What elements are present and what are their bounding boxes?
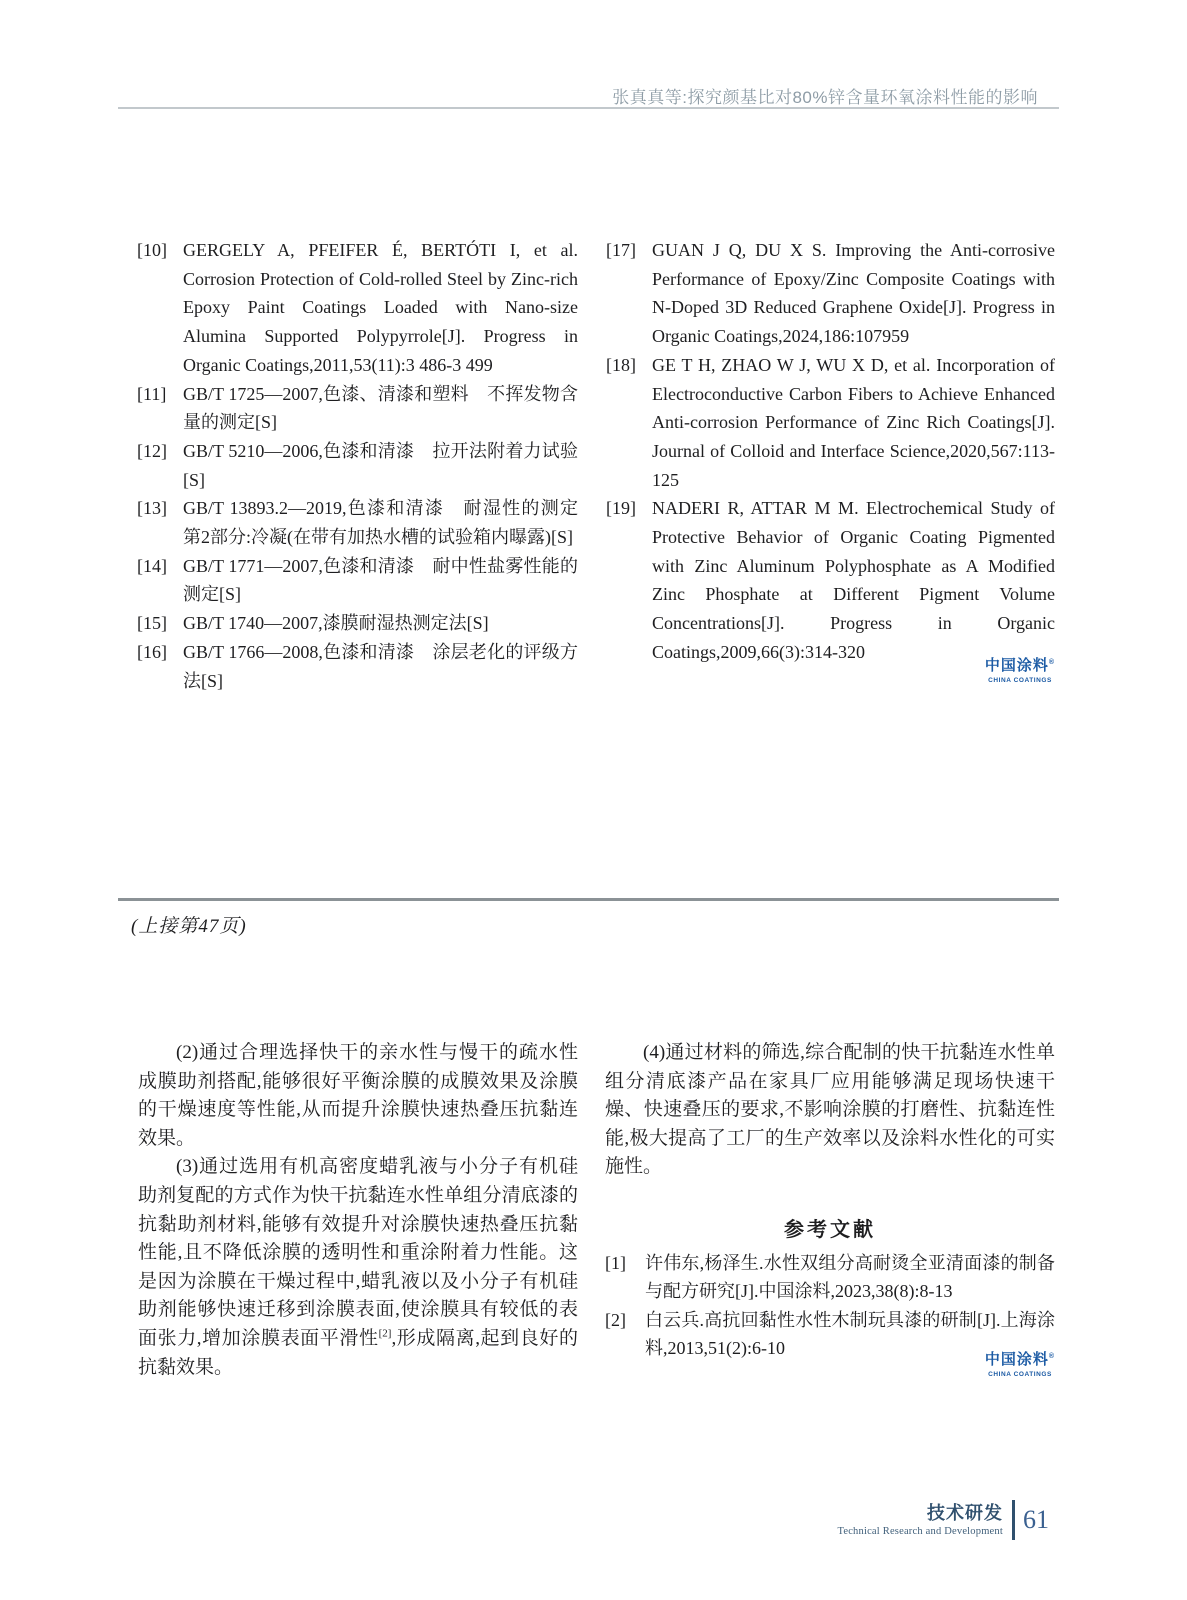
references-column-right	[606, 236, 1055, 667]
reference-text: 许伟东,杨泽生.水性双组分高耐烫全亚清面漆的制备与配方研究[J].中国涂料,2023,38(8):8-13	[645, 1252, 1055, 1302]
body-column-right	[605, 1039, 1055, 1182]
references-heading: 参考文献	[784, 1219, 876, 1241]
footer-section-label	[837, 1503, 1003, 1537]
reference-item	[606, 236, 1055, 351]
reference-item	[137, 380, 578, 437]
logo-cn-text	[984, 1352, 1056, 1369]
continuation-note: (上接第47页)	[131, 916, 247, 937]
paragraph-4: (4)通过材料的筛选,综合配制的快干抗黏连水性单组分清底漆产品在家具厂应用能够满足现场快速干燥、快速叠压的要求,不影响涂膜的打磨性、抗黏连性能,极大提高了工厂的生产效率以及涂料水性化的可实施性。	[605, 1042, 1055, 1178]
china-coatings-logo	[984, 658, 1056, 684]
logo-cn-label: 中国涂料	[984, 1351, 1049, 1368]
page-footer	[837, 1500, 1049, 1540]
reference-text: GE T H, ZHAO W J, WU X D, et al. Incorporation of Electroconductive Carbon Fibers to Achieve Enhanced Anti-corrosion Performance of Zinc Rich Coatings[J]. Journal of Colloid and Interface Science,2020,567:113-125	[652, 354, 1055, 490]
reference-item	[606, 351, 1055, 495]
logo-cn-label: 中国涂料	[984, 657, 1049, 674]
reference-number: [13]	[137, 498, 167, 519]
reference-item	[137, 609, 578, 638]
registered-mark-icon: ®	[1048, 1353, 1056, 1360]
section-divider	[118, 898, 1059, 901]
logo-en-text: CHINA COATINGS	[988, 1370, 1052, 1378]
paragraph-3-text: (3)通过选用有机高密度蜡乳液与小分子有机硅助剂复配的方式作为快干抗黏连水性单组分清底漆的抗黏助剂材料,能够有效提升对涂膜快速热叠压抗黏性能,且不降低涂膜的透明性和重涂附着力性能。这是因为涂膜在干燥过程中,蜡乳液以及小分子有机硅助剂能够快速迁移到涂膜表面,使涂膜具有较低的表面张力,增加涂膜表面平滑性	[138, 1156, 578, 1349]
reference-item	[606, 494, 1055, 666]
reference-text: GB/T 5210—2006,色漆和清漆 拉开法附着力试验[S]	[183, 440, 578, 490]
logo-cn-text	[984, 658, 1056, 675]
running-title: 张真真等:探究颜基比对80%锌含量环氧涂料性能的影响	[612, 88, 1038, 107]
footer-section-cn: 技术研发	[927, 1503, 1003, 1524]
reference-item	[137, 236, 578, 380]
reference-item	[137, 552, 578, 609]
logo-en-text: CHINA COATINGS	[988, 676, 1052, 684]
reference-number: [18]	[606, 354, 636, 375]
reference-text: GB/T 13893.2—2019,色漆和清漆 耐湿性的测定 第2部分:冷凝(在带有加热水槽的试验箱内曝露)[S]	[183, 498, 596, 548]
reference-number: [1]	[605, 1252, 626, 1273]
paragraph-3-text-after: ,形成隔离,起到良好的抗黏效果。	[138, 1327, 578, 1378]
reference-item	[137, 638, 578, 695]
registered-mark-icon: ®	[1048, 659, 1056, 666]
reference-item	[137, 494, 596, 551]
reference-text: GERGELY A, PFEIFER É, BERTÓTI I, et al. Corrosion Protection of Cold-rolled Steel by Zinc-rich Epoxy Paint Coatings Loaded with Nano-size Alumina Supported Polypyrrole[J]. Progress in Organic Coatings,2011,53(11):3 486-3 499	[183, 240, 578, 375]
china-coatings-logo	[984, 1352, 1056, 1378]
references-column-left	[137, 236, 596, 695]
paragraph-2: (2)通过合理选择快干的亲水性与慢干的疏水性成膜助剂搭配,能够很好平衡涂膜的成膜效果及涂膜的干燥速度等性能,从而提升涂膜快速热叠压抗黏连效果。	[138, 1042, 578, 1149]
reference-text: 白云兵.高抗回黏性水性木制玩具漆的研制[J].上海涂料,2013,51(2):6-10	[645, 1309, 1055, 1359]
reference-text: GB/T 1771—2007,色漆和清漆 耐中性盐雾性能的测定[S]	[183, 555, 578, 605]
reference-number: [19]	[606, 498, 636, 519]
reference-text: NADERI R, ATTAR M M. Electrochemical Study of Protective Behavior of Organic Coating Pigmented with Zinc Aluminum Polyphosphate as A Modified Zinc Phosphate at Different Pigment Volume Concentrations[J]. Progress in Organic Coatings,2009,66(3):314-320	[652, 498, 1055, 662]
reference-number: [11]	[137, 383, 167, 404]
references-section-bottom	[605, 1216, 1055, 1363]
reference-number: [16]	[137, 641, 167, 662]
reference-text: GB/T 1740—2007,漆膜耐湿热测定法[S]	[183, 613, 489, 634]
reference-number: [2]	[605, 1309, 626, 1330]
reference-number: [12]	[137, 440, 167, 461]
reference-item	[137, 437, 578, 494]
page-number: 61	[1023, 1505, 1049, 1534]
header-rule	[118, 107, 1059, 109]
reference-text: GB/T 1725—2007,色漆、清漆和塑料 不挥发物含量的测定[S]	[183, 383, 578, 433]
paragraph-3	[138, 1153, 578, 1382]
footer-divider-bar	[1012, 1500, 1015, 1540]
citation-superscript: [2]	[378, 1327, 392, 1340]
reference-number: [10]	[137, 240, 167, 260]
reference-text: GB/T 1766—2008,色漆和清漆 涂层老化的评级方法[S]	[183, 641, 578, 691]
body-column-left	[138, 1039, 578, 1382]
reference-number: [15]	[137, 613, 167, 634]
footer-section-en: Technical Research and Development	[837, 1525, 1003, 1537]
reference-item	[605, 1249, 1055, 1306]
reference-text: GUAN J Q, DU X S. Improving the Anti-corrosive Performance of Epoxy/Zinc Composite Coatings with N-Doped 3D Reduced Graphene Oxide[J]. Progress in Organic Coatings,2024,186:107959	[652, 240, 1055, 347]
reference-number: [17]	[606, 240, 636, 260]
reference-number: [14]	[137, 555, 167, 576]
